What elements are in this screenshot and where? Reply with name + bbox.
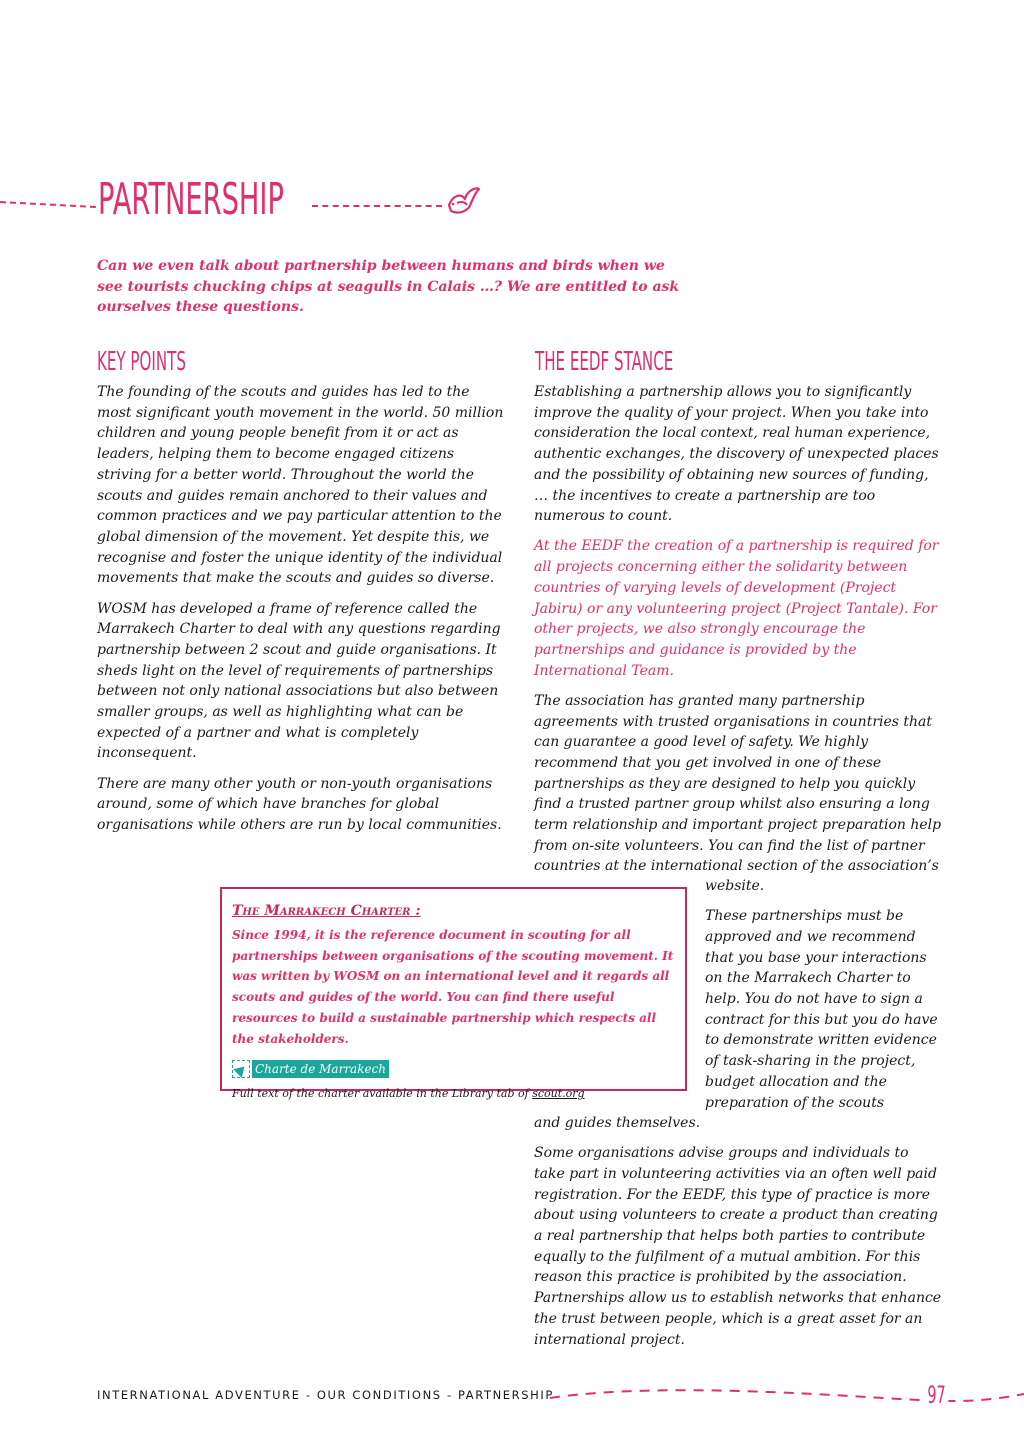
charter-note [232,1087,675,1100]
key-points-paragraph: The founding of the scouts and guides has led to the most significant youth movement in the world. 50 million children and young people benefit from it or act as leaders, helping them to become engaged citizens striving for a better world. Throughout the world the scouts and guides remain anchored to their values and common practices and we pay particular attention to the global dimension of the movement. Yet despite this, we recognise and foster the unique identity of the individual movements that make the scouts and guides so diverse. [97,384,504,587]
eedf-wrapped-column [705,876,941,1113]
eedf-stance-column [534,382,942,887]
title-dashed-line-left [0,201,96,208]
intro-paragraph: Can we even talk about partnership between humans and birds when we see tourists chucking chips at seagulls in Calais …? We are entitled to ask ourselves these questions. [97,258,680,316]
key-points-heading: KEY POINTS [97,347,186,377]
eedf-lower-column [534,1113,942,1360]
charte-de-marrakech-link[interactable]: Charte de Marrakech [252,1060,389,1078]
key-points-paragraph: There are many other youth or non-youth organisations around, some of which have branches for global organisations while others are run by local communities. [97,775,502,834]
page-number: 97 [925,1380,948,1410]
eedf-paragraph: These partnerships must be approved and we recommend that you base your interactions on the Marrakech Charter to help. You do not have to sign a contract for this but you do have to demonstrate written evidence of task-sharing in the project, budget allocation and the preparation of the scouts [705,908,938,1111]
eedf-paragraph: Some organisations advise groups and individuals to take part in volunteering activities via an often well paid registration. For the EEDF, this type of practice is more about using volunteers to create a product than creating a real partnership that helps both parties to contribute equally to the fulfilment of a mutual ambition. For this reason this practice is prohibited by the association. Partnerships allow us to establish networks that enhance the trust between people, which is a great asset for an international project. [534,1145,942,1348]
charter-note-text: Full text of the charter available in the Library tab of [232,1087,529,1101]
eedf-paragraph: The association has granted many partnership agreements with trusted organisations in countries that can guarantee a good level of safety. We highly recommend that you get involved in one of these partnerships as they are designed to help you quickly find a trusted partner group whilst also ensuring a long term relationship and important project preparation help from on-site volunteers. You can find the list of partner countries at the international section of the association’s [534,692,942,875]
scout-org-link[interactable]: scout.org [532,1087,585,1101]
charter-link-row [232,1059,675,1079]
charter-box-text: Since 1994, it is the reference document in scouting for all partnerships between organisations of the scouting movement. It was written by WOSM on an international level and it regards all scouts and guides of the world. You can find there useful resources to build a sustainable partnership which respects all the stakeholders. [232,928,674,1046]
bird-icon [443,185,483,219]
page-title: PARTNERSHIP [98,174,284,225]
marrakech-charter-box [220,887,687,1101]
eedf-paragraph-tail: website. [705,878,765,894]
key-points-paragraph: WOSM has developed a frame of reference called the Marrakech Charter to deal with any questions regarding partnership between 2 scout and guide organisations. It sheds light on the level of requirements of partnerships between not only national associations but also between smaller groups, as well as highlighting what can be expected of a partner and what is completely inconsequent. [97,600,501,762]
footer-label: INTERNATIONAL ADVENTURE - OUR CONDITIONS - PARTNERSHIP [97,1388,554,1402]
eedf-stance-heading: THE EEDF STANCE [535,347,674,377]
footer-dashed-line [550,1380,1024,1410]
title-row [0,165,1024,240]
key-points-column [97,382,507,845]
eedf-paragraph: Establishing a partnership allows you to significantly improve the quality of your project. When you take into consideration the local context, real human experience, authentic exchanges, the discovery of unexpected places and the possibility of obtaining new sources of funding, … the incentives to create a partnership are too numerous to count. [534,384,939,525]
charter-box-title: The Marrakech Charter : [232,903,421,919]
external-link-icon[interactable] [232,1060,250,1078]
eedf-paragraph-tail: and guides themselves. [534,1115,701,1131]
eedf-highlight-paragraph: At the EEDF the creation of a partnership is required for all projects concerning either the solidarity between countries of varying levels of development (Project Jabiru) or any volunteering project (Project Tantale). For other projects, we also strongly encourage the partnerships and guidance is provided by the International Team. [534,538,939,679]
title-dashed-line-right [312,205,442,207]
